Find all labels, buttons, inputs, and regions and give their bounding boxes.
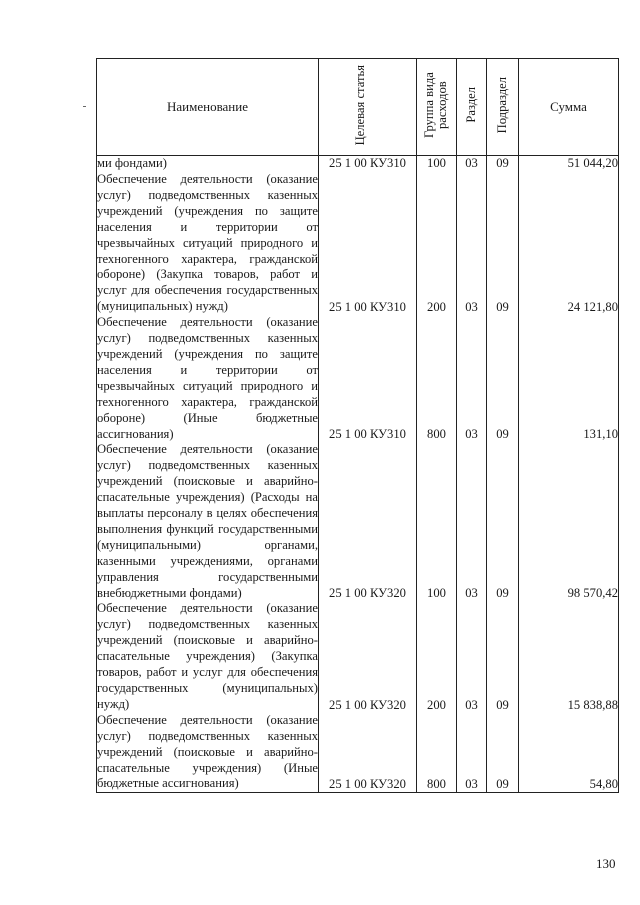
row-subsection: 09 — [487, 172, 519, 315]
row-amount: 24 121,80 — [519, 172, 619, 315]
row-amount: 51 044,20 — [519, 156, 619, 173]
margin-mark — [83, 106, 86, 107]
table-row — [97, 713, 619, 793]
row-expense-group: 100 — [417, 442, 457, 601]
row-subsection: 09 — [487, 442, 519, 601]
row-expense-group: 800 — [417, 315, 457, 442]
row-target-article: 25 1 00 КУ320 — [319, 713, 417, 793]
row-expense-group: 800 — [417, 713, 457, 793]
row-section: 03 — [457, 172, 487, 315]
row-subsection: 09 — [487, 713, 519, 793]
row-amount: 54,80 — [519, 713, 619, 793]
table-row — [97, 172, 619, 315]
row-target-article: 25 1 00 КУ310 — [319, 315, 417, 442]
row-expense-group: 100 — [417, 156, 457, 173]
header-amount: Сумма — [519, 59, 619, 156]
row-target-article: 25 1 00 КУ310 — [319, 172, 417, 315]
header-target-article: Целевая статья — [319, 59, 417, 156]
row-section: 03 — [457, 315, 487, 442]
row-amount: 131,10 — [519, 315, 619, 442]
row-name: Обеспечение деятельности (оказание услуг) подведомственных казенных учреждений (поисковые и аварийно-спасательные учреждения) (Иные бюджетные ассигнования) — [97, 713, 319, 793]
row-target-article: 25 1 00 КУ320 — [319, 601, 417, 712]
row-subsection: 09 — [487, 156, 519, 173]
page-number: 130 — [596, 856, 616, 871]
row-amount: 15 838,88 — [519, 601, 619, 712]
row-expense-group: 200 — [417, 172, 457, 315]
row-amount: 98 570,42 — [519, 442, 619, 601]
budget-table — [96, 58, 619, 793]
header-subsection: Подраздел — [487, 59, 519, 156]
header-expense-group: Группа вида расходов — [417, 59, 457, 156]
row-subsection: 09 — [487, 601, 519, 712]
row-subsection: 09 — [487, 315, 519, 442]
row-name: Обеспечение деятельности (оказание услуг) подведомственных казенных учреждений (поисковые и аварийно-спасательные учреждения) (Закупка товаров, работ и услуг для обеспечения государственных (муниципальных) нужд) — [97, 601, 318, 711]
table-row — [97, 156, 619, 173]
row-section: 03 — [457, 156, 487, 173]
header-section: Раздел — [457, 59, 487, 156]
row-name: Обеспечение деятельности (оказание услуг) подведомственных казенных учреждений (поисковые и аварийно-спасательные учреждения) (Расходы на выплаты персоналу в целях обеспечения выполнения функций государственными (муниципальными) органами, казенными учреждениями, органами управления государственными внебюджетными фондами) — [97, 442, 318, 600]
row-section: 03 — [457, 601, 487, 712]
row-name: Обеспечение деятельности (оказание услуг) подведомственных казенных учреждений (учреждения по защите населения и территории от чрезвычайных ситуаций природного и техногенного характера, гражданской обороне) (Иные бюджетные ассигнования) — [97, 315, 318, 441]
header-name: Наименование — [97, 59, 319, 156]
table-row — [97, 315, 619, 442]
table-row — [97, 442, 619, 601]
row-name: Обеспечение деятельности (оказание услуг) подведомственных казенных учреждений (учреждения по защите населения и территории от чрезвычайных ситуаций природного и техногенного характера, гражданской обороне) (Закупка товаров, работ и услуг для обеспечения государственных (муниципальных) нужд) — [97, 172, 318, 314]
row-name: ми фондами) — [97, 156, 319, 173]
row-expense-group: 200 — [417, 601, 457, 712]
table-row — [97, 601, 619, 712]
row-target-article: 25 1 00 КУ310 — [319, 156, 417, 173]
row-target-article: 25 1 00 КУ320 — [319, 442, 417, 601]
row-section: 03 — [457, 713, 487, 793]
table-header-row — [97, 59, 619, 156]
row-section: 03 — [457, 442, 487, 601]
